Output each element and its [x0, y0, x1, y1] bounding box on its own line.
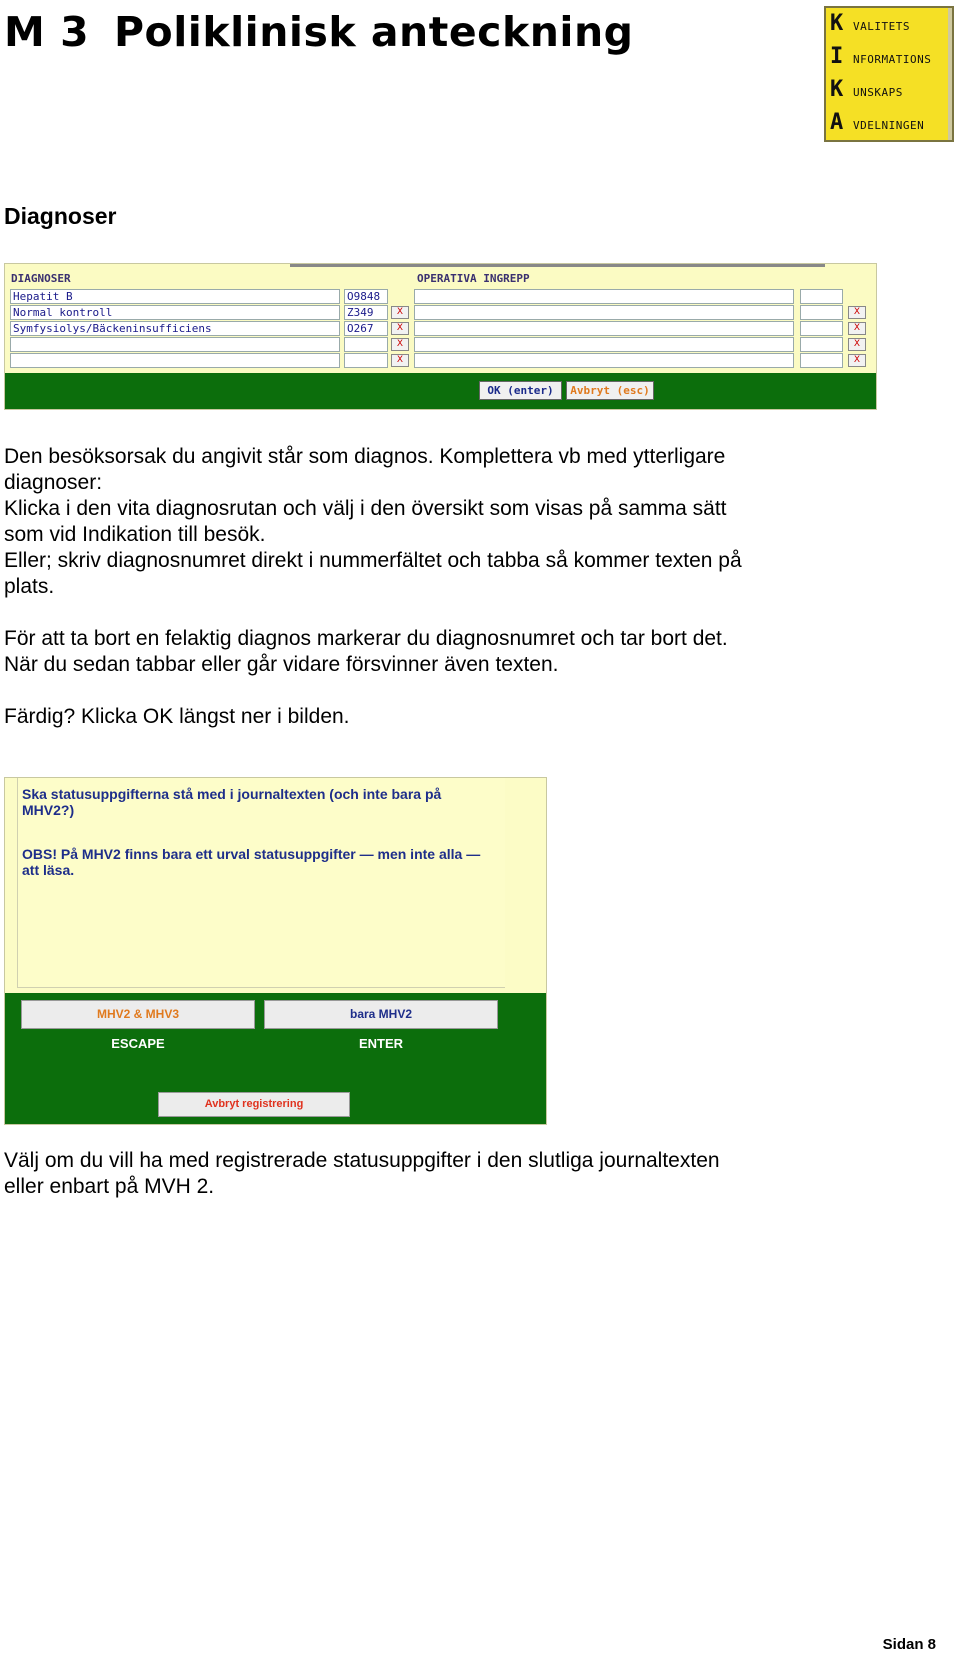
mhv2-mhv3-button[interactable]: MHV2 & MHV3 [21, 1000, 255, 1029]
diagnosis-code-field[interactable]: O267 [344, 321, 388, 336]
ingrepp-field[interactable] [414, 353, 794, 368]
cancel-registration-button[interactable]: Avbryt registrering [158, 1092, 350, 1117]
remove-diagnosis-button[interactable]: X [391, 338, 409, 351]
ingrepp-code-field[interactable] [800, 305, 843, 320]
logo-row [826, 43, 952, 75]
section-heading: Diagnoser [4, 203, 117, 229]
diagnosis-code-field[interactable] [344, 337, 388, 352]
logo-letter: A [830, 110, 844, 135]
remove-ingrepp-button[interactable]: X [848, 322, 866, 335]
text-line: diagnoser: [4, 471, 103, 494]
logo-edge [948, 8, 952, 140]
text-line: Den besöksorsak du angivit står som diagnos. Komplettera vb med ytterligare [4, 445, 726, 468]
text-line: plats. [4, 575, 55, 598]
logo-word: VALITETS [853, 20, 910, 33]
text-line: För att ta bort en felaktig diagnos markerar du diagnosnumret och tar bort det. [4, 627, 728, 650]
diagnosis-name-field[interactable]: Normal kontroll [10, 305, 340, 320]
diagnosis-name-field[interactable]: Hepatit B [10, 289, 340, 304]
logo-word: VDELNINGEN [853, 119, 925, 132]
kika-logo [824, 6, 954, 142]
diagnosis-code-field[interactable] [344, 353, 388, 368]
text-line: Eller; skriv diagnosnumret direkt i nummerfältet och tabba så kommer texten på [4, 549, 742, 572]
remove-diagnosis-paragraph [4, 626, 728, 678]
remove-ingrepp-button[interactable]: X [848, 354, 866, 367]
logo-row [826, 76, 952, 108]
ingrepp-header: OPERATIVA INGREPP [417, 272, 530, 285]
logo-letter: I [830, 44, 844, 69]
diagnosis-code-field[interactable]: Z349 [344, 305, 388, 320]
remove-ingrepp-button[interactable]: X [848, 306, 866, 319]
done-paragraph [4, 704, 350, 730]
remove-ingrepp-button[interactable]: X [848, 338, 866, 351]
text-line: Välj om du vill ha med registrerade statusuppgifter i den slutliga journaltexten [4, 1149, 720, 1172]
diagnosis-name-field[interactable] [10, 337, 340, 352]
ok-enter-button[interactable]: OK (enter) [479, 381, 562, 400]
text-line: eller enbart på MVH 2. [4, 1175, 215, 1198]
logo-word: NFORMATIONS [853, 53, 932, 66]
logo-letter: K [830, 77, 844, 102]
diagnosis-name-field[interactable] [10, 353, 340, 368]
status-action-area [5, 993, 546, 1125]
page-number: Sidan 8 [882, 1636, 936, 1653]
ingrepp-field[interactable] [414, 289, 794, 304]
page-title [4, 8, 634, 56]
chapter-title: Poliklinisk anteckning [114, 8, 634, 56]
remove-diagnosis-button[interactable]: X [391, 354, 409, 367]
cancel-esc-button[interactable]: Avbryt (esc) [566, 381, 654, 400]
text-line: När du sedan tabbar eller går vidare försvinner även texten. [4, 653, 559, 676]
ingrepp-code-field[interactable] [800, 289, 843, 304]
instructions-paragraph [4, 444, 742, 600]
ingrepp-code-field[interactable] [800, 321, 843, 336]
status-question: Ska statusuppgifterna stå med i journaltexten (och inte bara på MHV2?) [22, 786, 442, 818]
chapter-number: M 3 [4, 8, 90, 56]
escape-key-label: ESCAPE [111, 1036, 165, 1051]
ingrepp-field[interactable] [414, 305, 794, 320]
form-top-bar [290, 264, 825, 267]
logo-row [826, 10, 952, 42]
remove-diagnosis-button[interactable]: X [391, 306, 409, 319]
logo-row [826, 109, 952, 141]
status-dialog-screenshot [4, 777, 547, 1125]
text-line: Färdig? Klicka OK längst ner i bilden. [4, 705, 350, 728]
diagnoser-header: DIAGNOSER [11, 272, 71, 285]
status-choice-paragraph [4, 1148, 720, 1200]
ingrepp-code-field[interactable] [800, 337, 843, 352]
remove-diagnosis-button[interactable]: X [391, 322, 409, 335]
ingrepp-field[interactable] [414, 337, 794, 352]
only-mhv2-button[interactable]: bara MHV2 [264, 1000, 498, 1029]
diagnosis-form-screenshot [4, 263, 877, 410]
text-line: som vid Indikation till besök. [4, 523, 266, 546]
enter-key-label: ENTER [358, 1036, 404, 1051]
diagnosis-code-field[interactable]: O9848 [344, 289, 388, 304]
status-note: OBS! På MHV2 finns bara ett urval statusuppgifter — men inte alla — att läsa. [22, 846, 481, 878]
text-line: Klicka i den vita diagnosrutan och välj i den översikt som visas på samma sätt [4, 497, 727, 520]
ingrepp-field[interactable] [414, 321, 794, 336]
logo-letter: K [830, 11, 844, 36]
diagnosis-name-field[interactable]: Symfysiolys/Bäckeninsufficiens [10, 321, 340, 336]
logo-word: UNSKAPS [853, 86, 903, 99]
form-action-bar [5, 373, 876, 409]
ingrepp-code-field[interactable] [800, 353, 843, 368]
